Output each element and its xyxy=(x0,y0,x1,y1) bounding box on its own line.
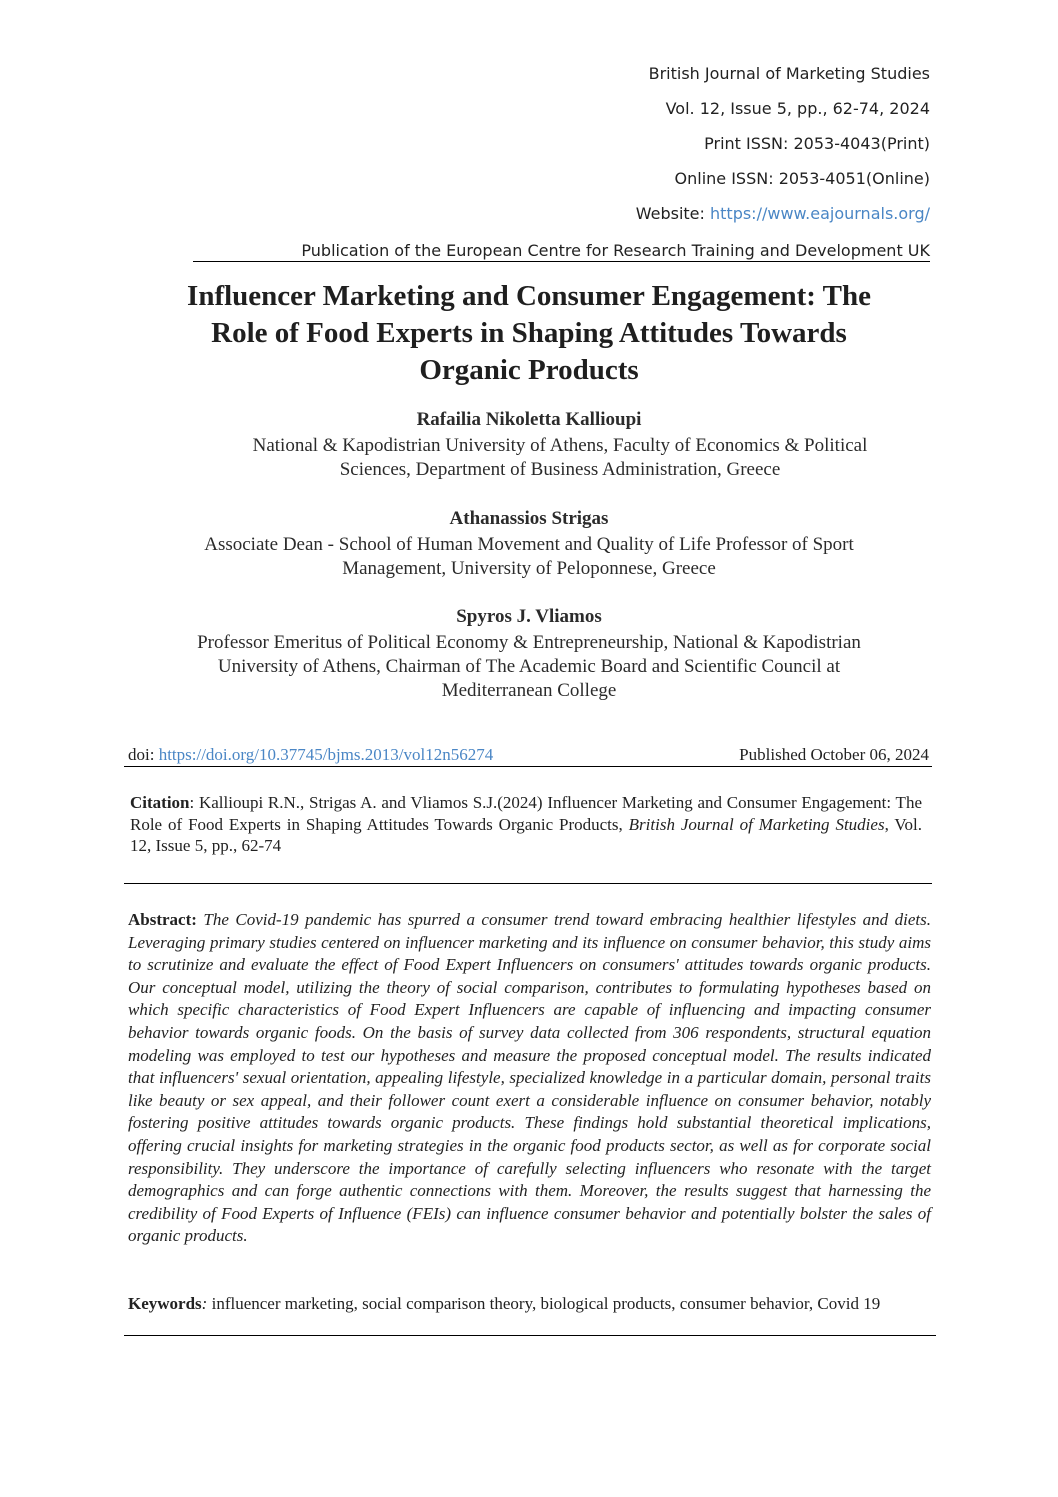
affiliation-line: University of Athens, Chairman of The Academic Board and Scientific Council at xyxy=(217,656,841,677)
abstract-text: The Covid-19 pandemic has spurred a consumer trend toward embracing healthier lifestyles and diets. Leveraging primary studies centered on influencer marketing and its influence on consumer behavior, this study aims to scrutinize and evaluate the effect of Food Expert Influencers on consumers' attitudes towards organic products. Our conceptual model, utilizing the theory of social comparison, contributes to formulating hypotheses based on which specific characteristics of Food Expert Influencers are capable of influencing and impacting consumer behavior towards organic foods. On the basis of survey data collected from 306 respondents, structural equation modeling was employed to test our hypotheses and measure the proposed conceptual model. The results indicated that influencers' sexual orientation, appealing lifestyle, specialized knowledge in a particular domain, personal traits like beauty or sex appeal, and their follower count exert a considerable influence on consumer behavior, notably fostering positive attitudes towards organic products. These findings hold substantial theoretical implications, offering crucial insights for marketing strategies in the organic food products sector, as well as for corporate social responsibility. They underscore the importance of carefully selecting influencers who resonate with the target demographics and can forge authentic connections with them. Moreover, the results suggest that harnessing the credibility of Food Experts of Influence (FEIs) can influence consumer behavior and potentially bolster the sales of organic products. xyxy=(128,910,932,1246)
abstract-block xyxy=(128,909,931,1248)
journal-name: British Journal of Marketing Studies xyxy=(648,64,930,83)
website-line xyxy=(636,204,930,223)
keywords-text: influencer marketing, social comparison theory, biological products, consumer behavior, Covid 19 xyxy=(207,1294,881,1313)
affiliation-line: National & Kapodistrian University of Athens, Faculty of Economics & Political xyxy=(252,435,868,456)
author-affiliation xyxy=(160,434,960,482)
citation-label: Citation xyxy=(130,793,190,812)
affiliation-line: Associate Dean - School of Human Movement and Quality of Life Professor of Sport xyxy=(204,534,854,555)
website-link[interactable]: https://www.eajournals.org/ xyxy=(710,204,930,223)
affiliation-line: Professor Emeritus of Political Economy & Entrepreneurship, National & Kapodistrian xyxy=(197,632,861,653)
published-date: Published October 06, 2024 xyxy=(739,745,929,764)
author-name: Spyros J. Vliamos xyxy=(456,606,602,627)
citation-journal: British Journal of Marketing Studies xyxy=(628,814,885,834)
doi-label: doi: xyxy=(128,745,159,764)
affiliation-line: Sciences, Department of Business Administration, Greece xyxy=(339,459,781,480)
author-affiliation xyxy=(100,631,958,703)
keywords-colon: : xyxy=(201,1294,208,1313)
doi-line xyxy=(128,745,931,765)
journal-volume: Vol. 12, Issue 5, pp., 62-74, 2024 xyxy=(665,99,930,118)
print-issn: Print ISSN: 2053-4043(Print) xyxy=(704,134,930,153)
citation-details: , Vol. 12, Issue 5, pp., 62-74 xyxy=(130,814,922,855)
affiliation-line: Management, University of Peloponnese, Greece xyxy=(342,558,716,579)
citation-divider xyxy=(124,883,932,884)
keywords-label: Keywords xyxy=(128,1294,202,1313)
citation-block xyxy=(130,792,922,857)
abstract-label: Abstract: xyxy=(128,910,197,929)
citation-text: : Kallioupi R.N., Strigas A. and Vliamos S.J.(2024) Influencer Marketing and Consumer Engagement: The Role of Food Experts in Shaping Attitudes Towards Organic Products, xyxy=(130,793,922,834)
author-affiliation xyxy=(100,533,958,581)
title-line: Influencer Marketing and Consumer Engagement: The xyxy=(187,280,871,312)
title-line: Role of Food Experts in Shaping Attitudes Towards xyxy=(211,317,847,349)
affiliation-line: Mediterranean College xyxy=(441,680,617,701)
online-issn: Online ISSN: 2053-4051(Online) xyxy=(674,169,930,188)
keywords-divider xyxy=(124,1335,936,1336)
title-line: Organic Products xyxy=(419,354,639,386)
website-label: Website: xyxy=(635,204,710,223)
doi-divider xyxy=(124,766,932,767)
doi-link[interactable]: https://doi.org/10.37745/bjms.2013/vol12n56274 xyxy=(158,745,494,764)
publisher-line: Publication of the European Centre for Research Training and Development UK xyxy=(301,241,930,260)
header-divider xyxy=(193,261,930,262)
author-name: Rafailia Nikoletta Kallioupi xyxy=(416,409,642,430)
paper-title xyxy=(120,278,938,389)
author-name: Athanassios Strigas xyxy=(449,508,609,529)
keywords-block xyxy=(128,1293,931,1315)
